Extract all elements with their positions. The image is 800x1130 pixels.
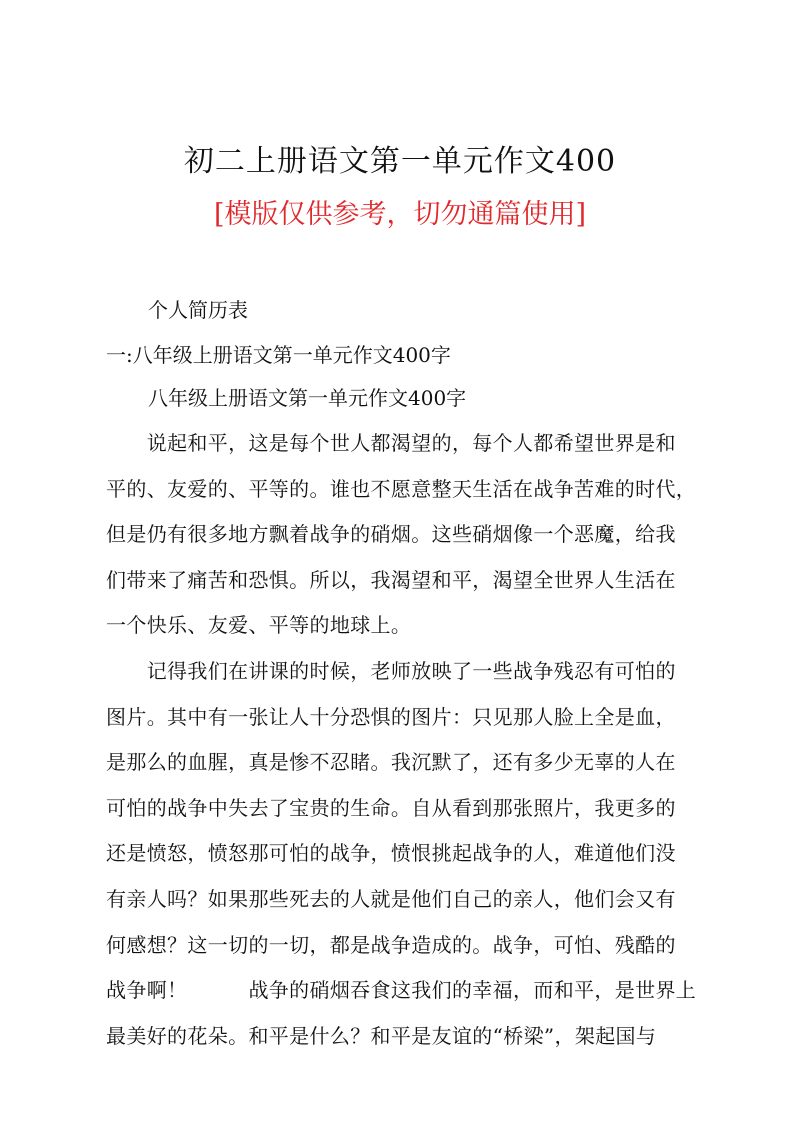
body-line: 记得我们在讲课的时候，老师放映了一些战争残忍有可怕的: [106, 658, 676, 683]
body-line: 战争啊！ 战争的硝烟吞食这我们的幸福，而和平，是世界上: [106, 978, 697, 1003]
document-title: 初二上册语文第一单元作文400: [183, 144, 617, 179]
heading-resume-table: 个人简历表: [148, 298, 248, 322]
body-line: 说起和平，这是每个世人都渴望的，每个人都希望世界是和: [106, 431, 676, 455]
body-line: 最美好的花朵。和平是什么？和平是友谊的“桥梁”，架起国与: [106, 1023, 657, 1048]
body-line: 图片。其中有一张让人十分恐惧的图片：只见那人脸上全是血，: [106, 704, 676, 729]
section-heading: 一:八年级上册语文第一单元作文400字: [106, 343, 451, 367]
essay-title: 八年级上册语文第一单元作文400字: [148, 386, 467, 410]
body-line: 们带来了痛苦和恐惧。所以，我渴望和平，渴望全世界人生活在: [106, 567, 676, 592]
body-line: 还是愤怒，愤怒那可怕的战争，愤恨挑起战争的人，难道他们没: [106, 841, 676, 866]
body-line: 可怕的战争中失去了宝贵的生命。自从看到那张照片，我更多的: [106, 795, 676, 820]
body-line: 有亲人吗？如果那些死去的人就是他们自己的亲人，他们会又有: [106, 886, 676, 911]
body-line: 是那么的血腥，真是惨不忍睹。我沉默了，还有多少无辜的人在: [106, 750, 676, 775]
body-line: 平的、友爱的、平等的。谁也不愿意整天生活在战争苦难的时代，: [106, 476, 697, 501]
essay-body: [106, 421, 706, 1059]
body-line: 一个快乐、友爱、平等的地球上。: [106, 613, 412, 638]
body-line: 但是仍有很多地方飘着战争的硝烟。这些硝烟像一个恶魔，给我: [106, 522, 676, 547]
body-line: 何感想？这一切的一切，都是战争造成的。战争，可怕、残酷的: [106, 932, 676, 957]
template-notice: [模版仅供参考，切勿通篇使用]: [213, 199, 587, 230]
